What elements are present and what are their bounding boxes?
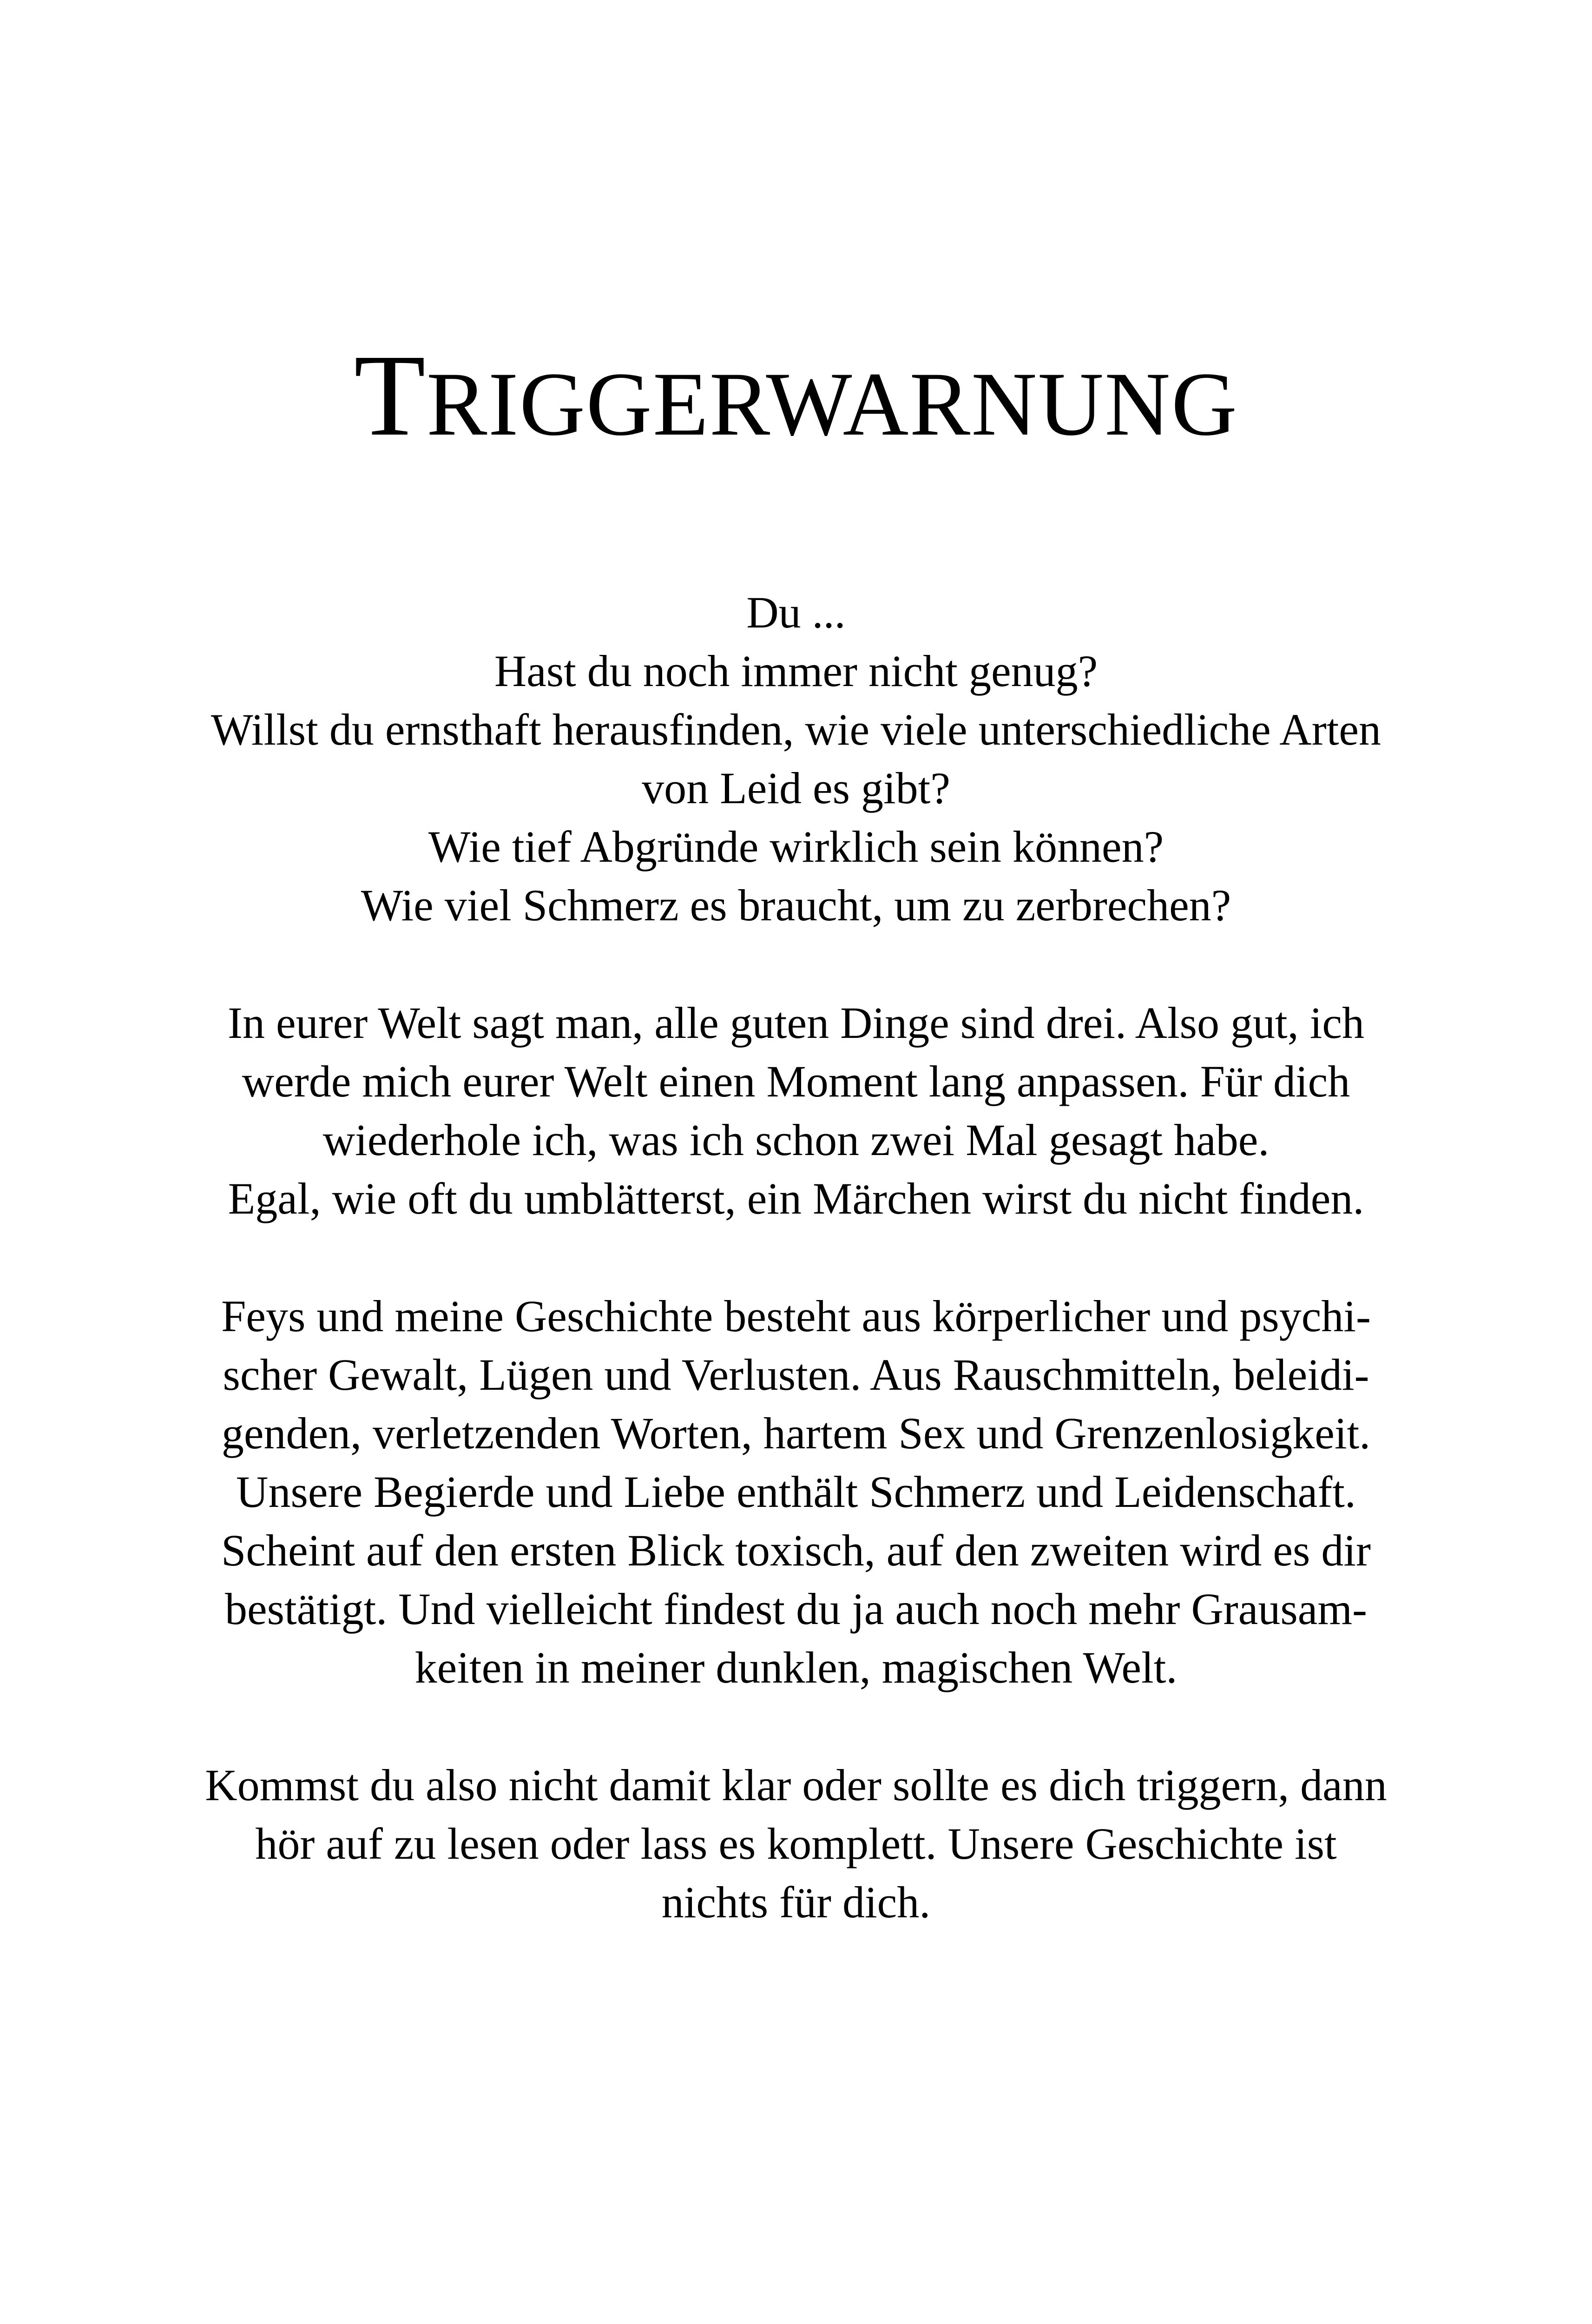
paragraph-1 <box>177 583 1415 935</box>
title-initial: T <box>354 330 427 460</box>
text-line: keiten in meiner dunklen, magischen Welt. <box>414 1643 1178 1692</box>
text-line: werde mich eurer Welt einen Moment lang anpassen. Für dich <box>242 1056 1350 1106</box>
text-line: wiederhole ich, was ich schon zwei Mal gesagt habe. <box>322 1115 1270 1165</box>
paragraph-2 <box>177 994 1415 1228</box>
text-line: genden, verletzenden Worten, hartem Sex und Grenzenlosigkeit. <box>221 1408 1371 1458</box>
text-line: hör auf zu lesen oder lass es komplett. Unsere Geschichte ist <box>255 1819 1337 1868</box>
text-line: Feys und meine Geschichte besteht aus körperlicher und psychi- <box>221 1291 1371 1341</box>
text-line: In eurer Welt sagt man, alle guten Dinge sind drei. Also gut, ich <box>228 998 1364 1048</box>
warning-text <box>177 583 1415 1991</box>
text-line: Willst du ernsthaft herausfinden, wie viele unterschiedliche Arten <box>211 705 1381 754</box>
title-rest: RIGGERWARNUNG <box>426 354 1238 455</box>
text-line: Wie viel Schmerz es braucht, um zu zerbrechen? <box>361 880 1231 930</box>
text-line: Hast du noch immer nicht genug? <box>494 646 1098 696</box>
text-line: Du ... <box>746 588 846 637</box>
text-line: Wie tief Abgründe wirklich sein können? <box>428 822 1164 872</box>
text-line: nichts für dich. <box>661 1877 931 1927</box>
page-title <box>0 325 1592 474</box>
text-line: Egal, wie oft du umblätterst, ein Märchen wirst du nicht finden. <box>228 1174 1364 1223</box>
text-line: scher Gewalt, Lügen und Verlusten. Aus Rauschmitteln, beleidi- <box>223 1350 1369 1400</box>
text-line: von Leid es gibt? <box>642 763 950 813</box>
paragraph-4 <box>177 1756 1415 1932</box>
text-line: bestätigt. Und vielleicht findest du ja auch noch mehr Grausam- <box>225 1584 1367 1634</box>
text-line: Scheint auf den ersten Blick toxisch, auf den zweiten wird es dir <box>221 1525 1371 1575</box>
text-line: Kommst du also nicht damit klar oder sollte es dich triggern, dann <box>205 1760 1387 1810</box>
paragraph-3 <box>177 1287 1415 1697</box>
text-line: Unsere Begierde und Liebe enthält Schmerz und Leidenschaft. <box>236 1467 1356 1517</box>
